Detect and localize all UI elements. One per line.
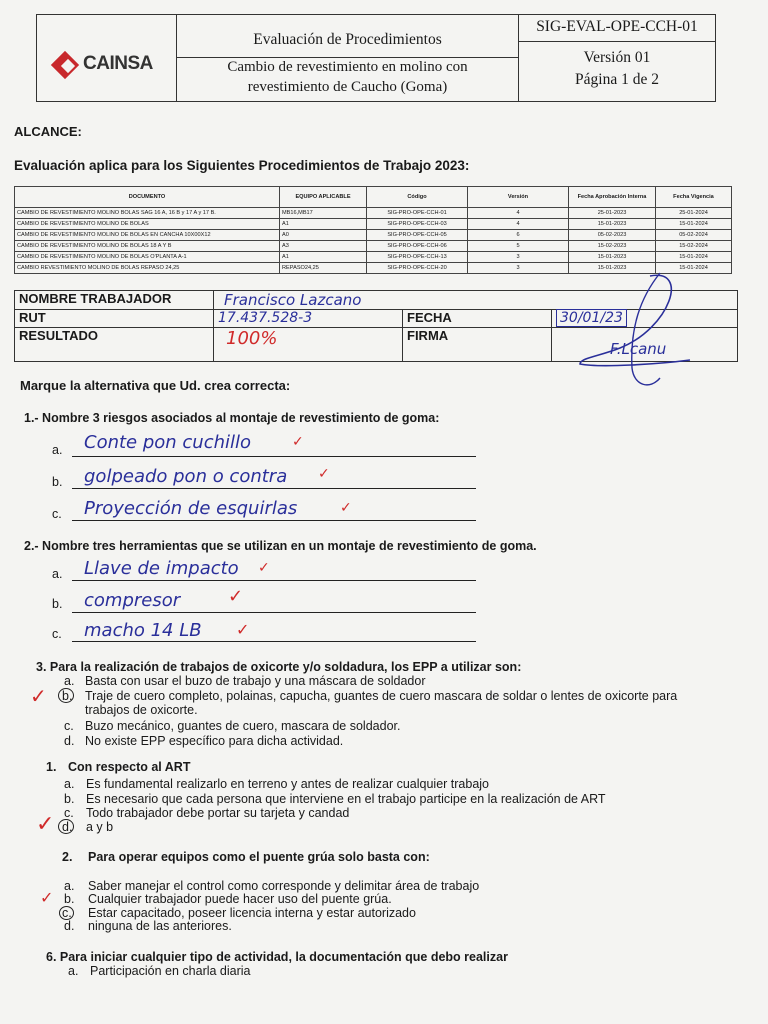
q5-option-d: ninguna de las anteriores.	[88, 919, 232, 933]
q4-option-d: a y b	[86, 820, 114, 834]
document-subtitle-line1: Cambio de revestimiento en molino con	[227, 59, 468, 75]
name-label: NOMBRE TRABAJADOR	[15, 291, 214, 310]
checkmark-icon: ✓	[318, 466, 330, 482]
signature-value: F.Lcanu	[610, 340, 667, 358]
cell: 15-01-2023	[569, 252, 656, 263]
col-equipo: EQUIPO APLICABLE	[280, 187, 367, 208]
code-cell	[519, 15, 715, 101]
question-2-title: 2.- Nombre tres herramientas que se utilizan en un montaje de revestimiento de goma.	[24, 539, 537, 553]
cell: 4	[468, 219, 569, 230]
q5-letter-b: b.	[64, 892, 75, 906]
cell: 15-01-2024	[656, 263, 732, 274]
procedures-table	[14, 186, 732, 274]
table-row	[15, 219, 732, 230]
q5-option-a: Saber manejar el control como corresponde y delimitar área de trabajo	[88, 879, 480, 893]
cell: A1	[280, 252, 367, 263]
date-label: FECHA	[403, 310, 552, 328]
q4-letter-d: d.	[62, 820, 73, 834]
cell: SIG-PRO-OPE-CCH-05	[367, 230, 468, 241]
cell: 25-01-2024	[656, 208, 732, 219]
q1-answer-line-b	[72, 488, 476, 489]
q2-answer-line-a	[72, 580, 476, 581]
col-version: Versión	[468, 187, 569, 208]
checkmark-icon: ✓	[292, 434, 304, 450]
cell: 4	[468, 208, 569, 219]
cell: 15-01-2024	[656, 219, 732, 230]
instruction-text: Marque la alternativa que Ud. crea correcta:	[20, 378, 291, 393]
question-6-title: 6. Para iniciar cualquier tipo de actividad, la documentación que debo realizar	[46, 950, 508, 964]
question-5-number: 2.	[62, 850, 73, 864]
q3-letter-d: d.	[64, 734, 75, 748]
document-subtitle-line2: revestimiento de Caucho (Goma)	[247, 79, 448, 95]
q4-letter-c: c.	[64, 806, 74, 820]
cell: CAMBIO DE REVESTIMIENTO MOLINO DE BOLAS EN CANCHA 10X00X12	[15, 230, 280, 241]
document-title: Evaluación de Procedimientos	[253, 31, 442, 48]
q1-letter-a: a.	[52, 443, 63, 457]
col-documento: DOCUMENTO	[15, 187, 280, 208]
q2-letter-b: b.	[52, 597, 63, 611]
q5-letter-a: a.	[64, 879, 75, 893]
table-row	[15, 241, 732, 252]
checkmark-icon: ✓	[228, 586, 244, 607]
document-version: Versión 01	[583, 49, 651, 66]
title-cell	[177, 15, 519, 101]
checkmark-icon: ✓	[258, 560, 270, 576]
q1-letter-b: b.	[52, 475, 63, 489]
checkmark-icon: ✓	[30, 684, 47, 708]
worker-name: Francisco Lazcano	[224, 291, 362, 309]
signature-scribble-icon	[540, 268, 740, 398]
q5-letter-c: c.	[62, 906, 72, 920]
col-fecha-aprobacion: Fecha Aprobación Interna	[569, 187, 656, 208]
q6-letter-a: a.	[68, 964, 79, 978]
worker-date: 30/01/23	[556, 309, 627, 327]
q2-letter-c: c.	[52, 627, 62, 641]
col-codigo: Código	[367, 187, 468, 208]
document-code: SIG-EVAL-OPE-CCH-01	[536, 18, 698, 35]
q1-answer-a: Conte pon cuchillo	[84, 432, 252, 453]
scope-label: ALCANCE:	[14, 124, 82, 139]
question-5-title: Para operar equipos como el puente grúa solo basta con:	[88, 850, 430, 864]
cell: SIG-PRO-OPE-CCH-03	[367, 219, 468, 230]
cell: REPASO24,25	[280, 263, 367, 274]
cell: 05-02-2024	[656, 230, 732, 241]
cell: 05-02-2023	[569, 230, 656, 241]
q2-answer-line-c	[72, 641, 476, 642]
result-label: RESULTADO	[15, 328, 214, 362]
q5-option-c: Estar capacitado, poseer licencia interna y estar autorizado	[88, 906, 416, 920]
cell: 15-02-2024	[656, 241, 732, 252]
cell: SIG-PRO-OPE-CCH-20	[367, 263, 468, 274]
q1-letter-c: c.	[52, 507, 62, 521]
rut-cell	[214, 310, 403, 328]
question-4-number: 1.	[46, 760, 57, 774]
q1-answer-line-a	[72, 456, 476, 457]
logo-cell	[37, 15, 177, 101]
q5-option-b: Cualquier trabajador puede hacer uso del puente grúa.	[88, 892, 392, 906]
q5-letter-d: d.	[64, 919, 75, 933]
q3-letter-b: b.	[62, 689, 73, 703]
document-header	[36, 14, 716, 102]
q3-option-b-continued: trabajos de oxicorte.	[85, 703, 198, 717]
logo-text: CAINSA	[83, 53, 153, 74]
cell: SIG-PRO-OPE-CCH-01	[367, 208, 468, 219]
cell: 3	[468, 263, 569, 274]
checkmark-icon: ✓	[236, 620, 250, 639]
q4-option-b: Es necesario que cada persona que interviene en el trabajo participe en la realización de ART	[86, 792, 606, 806]
q1-answer-c: Proyección de esquirlas	[84, 498, 298, 519]
result-cell	[214, 328, 403, 362]
question-4-title: Con respecto al ART	[68, 760, 191, 774]
q3-option-d: No existe EPP específico para dicha actividad.	[85, 734, 344, 748]
q4-letter-a: a.	[64, 777, 75, 791]
signature-label: FIRMA	[403, 328, 552, 362]
table-row	[15, 252, 732, 263]
cell: 15-01-2024	[656, 252, 732, 263]
rut-label: RUT	[15, 310, 214, 328]
q3-option-c: Buzo mecánico, guantes de cuero, mascara de soldador.	[85, 719, 401, 733]
worker-result: 100%	[226, 328, 278, 349]
q2-answer-a: Llave de impacto	[84, 558, 239, 579]
cell: CAMBIO DE REVESTIMIENTO MOLINO DE BOLAS O'PLANTA A-1	[15, 252, 280, 263]
cell: CAMBIO DE REVESTIMIENTO MOLINO BOLAS SAG 16 A, 16 B y 17 A y 17 B.	[15, 208, 280, 219]
checkmark-icon: ✓	[40, 888, 54, 907]
col-fecha-vigencia: Fecha Vigencia	[656, 187, 732, 208]
cell: SIG-PRO-OPE-CCH-06	[367, 241, 468, 252]
checkmark-icon: ✓	[340, 500, 352, 516]
q3-option-a: Basta con usar el buzo de trabajo y una máscara de soldador	[85, 674, 426, 688]
table-row	[15, 208, 732, 219]
q4-option-c: Todo trabajador debe portar su tarjeta y candad	[86, 806, 350, 820]
cell: CAMBIO DE REVESTIMIENTO MOLINO DE BOLAS	[15, 219, 280, 230]
q4-letter-b: b.	[64, 792, 75, 806]
scope-text: Evaluación aplica para los Siguientes Procedimientos de Trabajo 2023:	[14, 158, 470, 173]
cell: 6	[468, 230, 569, 241]
q4-option-a: Es fundamental realizarlo en terreno y antes de realizar cualquier trabajo	[86, 777, 490, 791]
q6-option-a: Participación en charla diaria	[90, 964, 251, 978]
cell: 3	[468, 252, 569, 263]
q1-answer-b: golpeado pon o contra	[84, 466, 288, 487]
cell: A3	[280, 241, 367, 252]
worker-rut: 17.437.528-3	[218, 310, 313, 326]
cell: A0	[280, 230, 367, 241]
cell: CAMBIO REVESTIMIENTO MOLINO DE BOLAS REPASO 24,25	[15, 263, 280, 274]
cell: SIG-PRO-OPE-CCH-13	[367, 252, 468, 263]
q2-answer-line-b	[72, 612, 476, 613]
cell: 15-01-2023	[569, 219, 656, 230]
q2-answer-b: compresor	[84, 590, 181, 611]
cell: A1	[280, 219, 367, 230]
q2-letter-a: a.	[52, 567, 63, 581]
q1-answer-line-c	[72, 520, 476, 521]
q2-answer-c: macho 14 LB	[84, 620, 202, 641]
cell: CAMBIO DE REVESTIMIENTO MOLINO DE BOLAS 18 A Y B	[15, 241, 280, 252]
q3-option-b: Traje de cuero completo, polainas, capucha, guantes de cuero mascara de soldar o lentes de oxicorte para	[85, 689, 678, 703]
cell: MB16,MB17	[280, 208, 367, 219]
document-page: Página 1 de 2	[575, 71, 659, 88]
procedures-header-row	[15, 187, 732, 208]
cell: 5	[468, 241, 569, 252]
q3-letter-a: a.	[64, 674, 75, 688]
table-row	[15, 230, 732, 241]
checkmark-icon: ✓	[36, 812, 55, 837]
question-3-title: 3. Para la realización de trabajos de oxicorte y/o soldadura, los EPP a utilizar son:	[36, 660, 522, 674]
q3-letter-c: c.	[64, 719, 74, 733]
question-1-title: 1.- Nombre 3 riesgos asociados al montaje de revestimiento de goma:	[24, 411, 440, 425]
cell: 15-02-2023	[569, 241, 656, 252]
cell: 15-01-2023	[569, 263, 656, 274]
cell: 25-01-2023	[569, 208, 656, 219]
